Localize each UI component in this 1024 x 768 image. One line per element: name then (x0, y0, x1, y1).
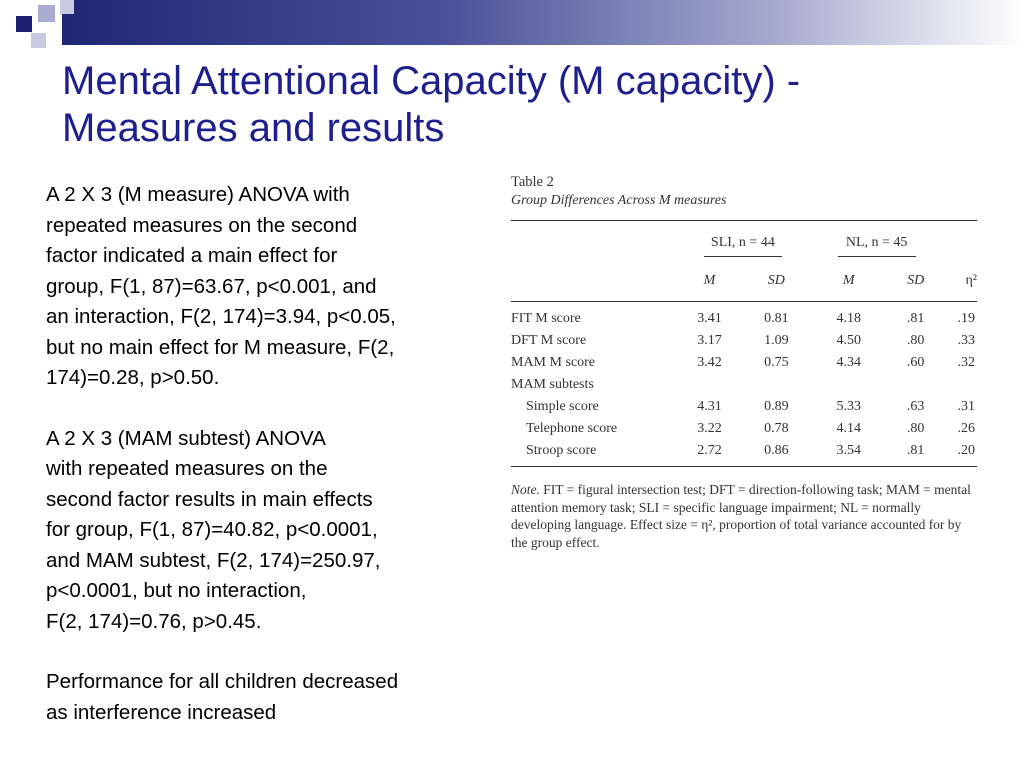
cell-nl-m: 4.50 (836, 333, 862, 348)
table-label: Table 2 (511, 174, 554, 190)
row-label: FIT M score (511, 311, 581, 326)
decorative-square-dark (16, 16, 32, 32)
cell-nl-sd: .81 (888, 440, 944, 467)
cell-eta: .31 (957, 399, 975, 414)
cell-nl-sd: .60 (906, 355, 925, 370)
cell-nl-sd: .81 (906, 311, 925, 326)
cell-sli-m: 3.22 (697, 421, 722, 436)
cell-sli-m: 4.31 (697, 399, 722, 414)
col-header-eta-squared: η² (944, 263, 977, 302)
cell-eta: .20 (944, 440, 977, 467)
results-table (511, 220, 977, 467)
cell-sli-sd: 0.86 (743, 440, 810, 467)
table-row (511, 396, 977, 418)
row-label: MAM M score (511, 355, 595, 370)
table-note-text: FIT = figural intersection test; DFT = direction-following task; MAM = mental attention memory task; SLI = specific language impairment; NL = normally developing language. Effect size = η², proportion of total variance accounted for by the group effect. (511, 482, 971, 550)
cell-nl-m (810, 374, 888, 396)
cell-nl-sd: .80 (906, 333, 925, 348)
cell-nl-sd: .63 (906, 399, 925, 414)
header-gradient-band (62, 0, 1024, 45)
title-line: Mental Attentional Capacity (M capacity) - (62, 59, 801, 103)
paragraph-performance-summary: Performance for all children decreased as interference increased (46, 670, 399, 724)
cell-nl-m: 4.34 (836, 355, 862, 370)
table-row (511, 302, 977, 331)
decorative-square-light (38, 5, 55, 22)
table-row (511, 418, 977, 440)
cell-sli-m (676, 374, 743, 396)
results-table-figure (511, 173, 977, 551)
col-header-nl-sd: SD (888, 263, 944, 302)
cell-sli-sd: 0.78 (764, 421, 789, 436)
cell-nl-sd: .80 (906, 421, 925, 436)
cell-sli-sd: 0.81 (764, 311, 789, 326)
cell-sli-m: 2.72 (676, 440, 743, 467)
cell-nl-sd (888, 374, 944, 396)
cell-sli-sd (743, 374, 810, 396)
cell-nl-m: 4.14 (836, 421, 862, 436)
slide-title (62, 58, 1002, 152)
row-label: Simple score (526, 399, 599, 414)
cell-sli-sd: 0.89 (764, 399, 789, 414)
cell-eta: .26 (957, 421, 975, 436)
cell-sli-m: 3.42 (697, 355, 722, 370)
table-stat-header-row (511, 263, 977, 302)
title-line: Measures and results (62, 106, 445, 150)
col-header-sli-sd: SD (743, 263, 810, 302)
decorative-square-light (60, 0, 74, 14)
cell-sli-sd: 0.75 (764, 355, 789, 370)
cell-sli-sd: 1.09 (764, 333, 789, 348)
cell-nl-m: 5.33 (836, 399, 862, 414)
table-group-header-row (511, 221, 977, 264)
group-header-sli: SLI, n = 44 (704, 235, 782, 257)
row-label: Telephone score (526, 421, 618, 436)
group-header-nl: NL, n = 45 (838, 235, 916, 257)
paragraph-mam-subtest-anova: A 2 X 3 (MAM subtest) ANOVA with repeated measures on the second factor results in main effects for group, F(1, 87)=40.82, p<0.0001, and MAM subtest, F(2, 174)=250.97, p<0.0001, but no interaction, F(2, 174)=0.76, p>0.45. (46, 426, 381, 633)
row-label: MAM subtests (511, 377, 594, 392)
col-header-nl-m: M (810, 263, 888, 302)
cell-eta (944, 374, 977, 396)
table-corner-cell (511, 263, 676, 302)
paragraph-m-measure-anova: A 2 X 3 (M measure) ANOVA with repeated measures on the second factor indicated a main effect for group, F(1, 87)=63.67, p<0.001, and an interaction, F(2, 174)=3.94, p<0.05, but no main effect for M measure, F(2, 174)=0.28, p>0.50. (46, 183, 396, 389)
decorative-square-light (31, 33, 46, 48)
cell-eta: .33 (957, 333, 975, 348)
body-text (46, 180, 496, 758)
table-corner-cell (511, 221, 676, 264)
table-row (511, 440, 977, 467)
row-label: Stroop score (511, 440, 676, 467)
cell-sli-m: 3.17 (697, 333, 722, 348)
cell-sli-m: 3.41 (697, 311, 722, 326)
cell-eta: .32 (957, 355, 975, 370)
row-label: DFT M score (511, 333, 587, 348)
table-caption: Group Differences Across M measures (511, 193, 727, 208)
group-header-nl-cell (810, 221, 944, 264)
table-note (511, 481, 977, 551)
cell-nl-m: 3.54 (810, 440, 888, 467)
col-header-sli-m: M (676, 263, 743, 302)
table-row (511, 352, 977, 374)
table-empty-header-cell (944, 221, 977, 264)
table-row (511, 374, 977, 396)
group-header-sli-cell (676, 221, 810, 264)
cell-eta: .19 (957, 311, 975, 326)
table-row (511, 330, 977, 352)
table-note-label: Note. (511, 482, 540, 497)
cell-nl-m: 4.18 (836, 311, 862, 326)
